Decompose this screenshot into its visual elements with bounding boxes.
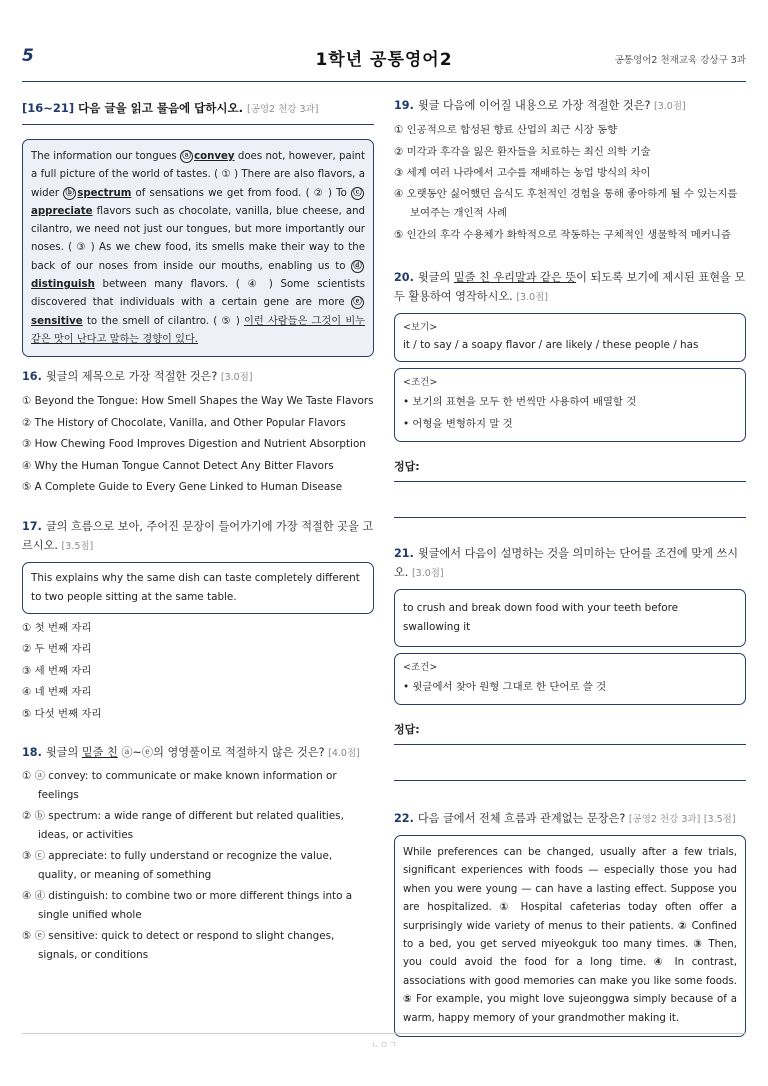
sentence-marker[interactable]: ③ xyxy=(693,939,704,951)
q18-options xyxy=(22,767,374,965)
answer-line[interactable] xyxy=(394,482,746,518)
given-sentence: This explains why the same dish can taste completely different to two people sitting at the same table. xyxy=(31,571,360,603)
sentence-marker[interactable]: ⑤ xyxy=(403,994,413,1006)
right-column xyxy=(394,96,746,1037)
sentence-marker[interactable]: ④ xyxy=(653,957,667,969)
option[interactable]: ⑤ ⓔ sensitive: quick to detect or respond to slight changes, signals, or conditions xyxy=(22,930,335,962)
answer-field[interactable] xyxy=(394,719,746,745)
question-points: [3.0점] xyxy=(411,568,444,579)
question-points: [4.0점] xyxy=(328,748,360,760)
question-text: 이 되도록 보기에 제시된 표현을 모두 활용하여 영작하시오. xyxy=(394,271,746,303)
q16-options xyxy=(22,391,374,499)
marker-e: ⓔ xyxy=(351,296,364,309)
condition-box xyxy=(394,368,746,442)
question-points: [3.0점] xyxy=(220,372,253,384)
option[interactable]: ③ How Chewing Food Improves Digestion and Nutrient Absorption xyxy=(22,438,366,451)
word-spectrum: spectrum xyxy=(77,187,132,199)
question-points: [3.5점] xyxy=(703,814,736,825)
marker-d: ⓓ xyxy=(351,260,364,273)
option[interactable]: ② 두 번째 자리 xyxy=(22,643,92,656)
question-text: 다음 글에서 전체 흐름과 관계없는 문장은? xyxy=(417,812,626,825)
condition-item: • 보기의 표현을 모두 한 번씩만 사용하여 배열할 것 xyxy=(403,396,637,408)
page-number: 5 xyxy=(22,46,34,66)
condition-item: • 어형을 변형하지 말 것 xyxy=(403,418,513,430)
q17-options xyxy=(22,618,374,726)
question-text: 윗글 다음에 이어질 내용으로 가장 적절한 것은? xyxy=(417,99,651,112)
left-column xyxy=(22,100,374,967)
passage-text: For example, you might love sujeonggwa simply because of a warm, happy memory of your grandmother making it. xyxy=(403,994,737,1024)
section-range: [16~21] xyxy=(22,101,75,115)
question-points: [3.0점] xyxy=(516,292,549,303)
question-19 xyxy=(394,96,746,116)
option[interactable]: ④ 네 번째 자리 xyxy=(22,686,92,699)
option[interactable]: ① 첫 번째 자리 xyxy=(22,621,92,634)
option[interactable]: ② The History of Chocolate, Vanilla, and Other Popular Flavors xyxy=(22,416,346,429)
answer-label: 정답: xyxy=(394,460,420,473)
passage-text: flavors such as chocolate, vanilla, blue cheese, and cilantro, we need not just our tongues, but more importantly our noses. ( ③ ) As we chew food, its smells make their way to the back of our noses from inside our mouths, enabling us to xyxy=(31,205,365,272)
word-convey: convey xyxy=(194,151,235,162)
marker-a: ⓐ xyxy=(180,150,193,163)
question-text: 윗글의 제목으로 가장 적절한 것은? xyxy=(45,370,218,384)
question-17 xyxy=(22,517,374,556)
definition-box xyxy=(394,589,746,647)
question-number: 20. xyxy=(394,271,414,284)
question-text: 윗글에서 다음이 설명하는 것을 의미하는 단어를 조건에 맞게 쓰시오. xyxy=(394,547,739,579)
q22-passage xyxy=(394,835,746,1037)
answer-label: 정답: xyxy=(394,723,420,736)
passage-text: of sensations we get from food. ( ② ) To xyxy=(131,187,351,199)
q19-options xyxy=(394,120,746,246)
section-heading xyxy=(22,100,374,125)
bogi-text: it / to say / a soapy flavor / are likely / these people / has xyxy=(403,339,699,351)
footer-divider xyxy=(22,1033,746,1034)
option[interactable]: ③ 세계 여러 나라에서 고수를 재배하는 농업 방식의 차이 xyxy=(394,167,651,179)
question-underlined: 밑줄 친 우리말과 같은 뜻 xyxy=(453,271,577,284)
question-number: 19. xyxy=(394,99,414,112)
question-underlined: 밑줄 친 xyxy=(81,746,118,760)
option[interactable]: ① 인공적으로 합성된 향료 산업의 최근 시장 동향 xyxy=(394,124,618,136)
question-18 xyxy=(22,743,374,763)
option[interactable]: ④ 오랫동안 싫어했던 음식도 후천적인 경험을 통해 좋아하게 될 수 있는지를 보여주는 개인적 사례 xyxy=(394,187,738,219)
passage-text: The information our tongues xyxy=(31,151,181,162)
passage-text: to the smell of cilantro. ( ⑤ ) xyxy=(82,315,245,327)
bogi-box xyxy=(394,313,746,362)
passage-text: Confined to a bed, you get served miyeokguk too many times. xyxy=(403,920,737,951)
korean-underlined-sentence: 이런 사람들은 그것이 비누 같은 맛이 난다고 말하는 경향이 있다. xyxy=(31,315,366,345)
option[interactable]: ⑤ A Complete Guide to Every Gene Linked to Human Disease xyxy=(22,481,343,494)
marker-c: ⓒ xyxy=(351,187,364,200)
option[interactable]: ① Beyond the Tongue: How Smell Shapes the Way We Taste Flavors xyxy=(22,395,374,408)
section-instruction: 다음 글을 읽고 물음에 답하시오. xyxy=(78,101,243,115)
page-header xyxy=(22,40,746,82)
question-21 xyxy=(394,544,746,583)
passage-text: does not, however, paint a full picture of the world of tastes. ( ① ) There are also flavors, a wider xyxy=(31,151,365,199)
page-title: 1학년 공통영어2 xyxy=(315,50,453,70)
passage-text: In contrast, associations with good memories can make you like some foods. xyxy=(403,957,737,987)
sentence-marker[interactable]: ② xyxy=(677,920,688,932)
word-sensitive: sensitive xyxy=(31,315,83,327)
question-text: 윗글의 xyxy=(45,746,82,760)
question-number: 16. xyxy=(22,370,42,384)
question-22 xyxy=(394,809,746,829)
condition-label: <조건> xyxy=(403,662,438,673)
question-text: 윗글의 xyxy=(417,271,454,284)
passage-text: Then, you could avoid the food for a long time. xyxy=(403,939,737,969)
option[interactable]: ④ ⓓ distinguish: to combine two or more different things into a single unified whole xyxy=(22,890,353,922)
option[interactable]: ② ⓑ spectrum: a wide range of different but related qualities, ideas, or activities xyxy=(22,810,344,842)
marker-b: ⓑ xyxy=(63,187,76,200)
answer-line[interactable] xyxy=(394,745,746,781)
question-16 xyxy=(22,367,374,387)
page-footer: ㄴㅇㄱ xyxy=(370,1041,398,1051)
word-distinguish: distinguish xyxy=(31,279,95,291)
given-sentence-box xyxy=(22,562,374,614)
question-tag: [공영2 천강 3과] xyxy=(628,814,701,825)
question-20 xyxy=(394,268,746,307)
question-number: 21. xyxy=(394,547,414,560)
question-points: [3.0점] xyxy=(654,101,686,112)
question-number: 18. xyxy=(22,746,42,760)
section-tag: [공영2 천강 3과] xyxy=(247,104,319,115)
answer-field[interactable] xyxy=(394,456,746,482)
word-appreciate: appreciate xyxy=(31,205,93,217)
option[interactable]: ③ ⓒ appreciate: to fully understand or recognize the value, quality, or meaning of something xyxy=(22,850,333,882)
sentence-marker[interactable]: ① xyxy=(499,902,513,914)
option[interactable]: ③ 세 번째 자리 xyxy=(22,664,92,677)
option[interactable]: ⑤ 인간의 후각 수용체가 화학적으로 작동하는 구체적인 생물학적 메커니즘 xyxy=(394,228,731,241)
condition-item: • 윗글에서 찾아 원형 그대로 한 단어로 쓸 것 xyxy=(403,681,607,693)
passage-text: While preferences can be changed, usually after a few trials, significant experiences with foods — especially those you had when you were young — can have a lasting effect. Suppose you are hospitalized. xyxy=(403,847,737,914)
page-subtitle: 공통영어2 천재교육 강상구 3과 xyxy=(614,55,746,66)
option[interactable]: ⑤ 다섯 번째 자리 xyxy=(22,707,102,720)
question-text: 글의 흐름으로 보아, 주어진 문장이 들어가기에 가장 적절한 곳을 고르시오. xyxy=(22,519,374,552)
question-points: [3.5점] xyxy=(61,540,94,552)
condition-label: <조건> xyxy=(403,377,438,388)
condition-box xyxy=(394,653,746,705)
option[interactable]: ④ Why the Human Tongue Cannot Detect Any Bitter Flavors xyxy=(22,459,334,472)
option[interactable]: ① ⓐ convey: to communicate or make known information or feelings xyxy=(22,770,337,802)
option[interactable]: ② 미각과 후각을 잃은 환자들을 치료하는 최신 의학 기술 xyxy=(394,145,651,158)
question-text: ⓐ~ⓔ의 영영풀이로 적절하지 않은 것은? xyxy=(117,746,325,760)
passage-text: Hospital cafeterias today often offer a surprisingly wide variety of menus to their patients. xyxy=(403,902,737,932)
question-number: 17. xyxy=(22,519,42,533)
passage-text: between many flavors. ( ④ ) Some scientists discovered that individuals with a certain gene are more xyxy=(31,279,365,309)
definition-text: to crush and break down food with your teeth before swallowing it xyxy=(403,602,679,633)
bogi-label: <보기> xyxy=(403,322,438,333)
reading-passage xyxy=(22,139,374,357)
question-number: 22. xyxy=(394,812,414,825)
